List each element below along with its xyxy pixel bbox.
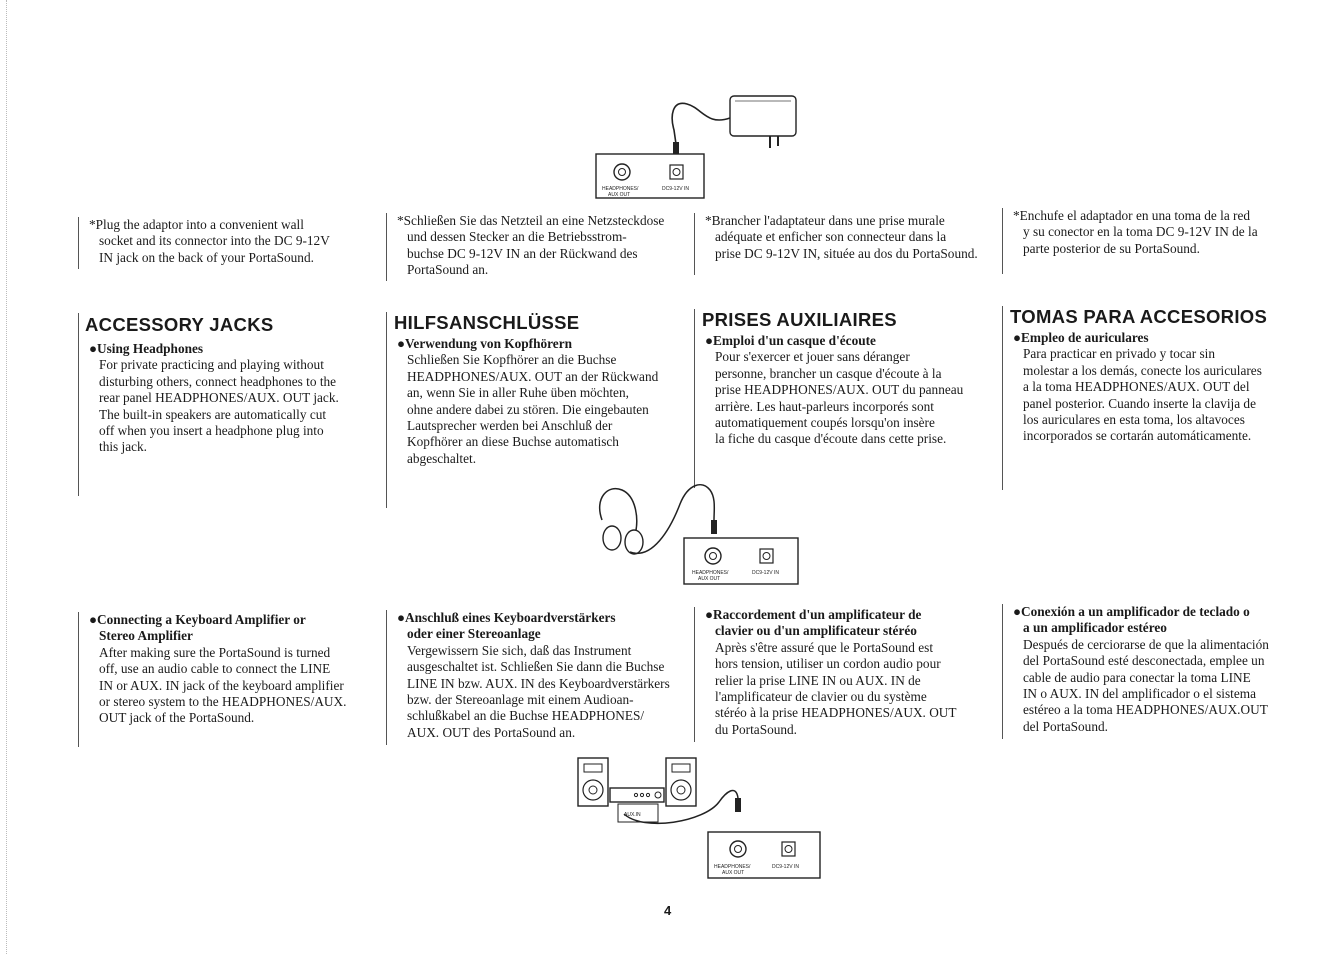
- en-heading: ACCESSORY JACKS: [85, 314, 274, 335]
- de-adaptor-note: *Schließen Sie das Netzteil an eine Netzsteckdose und dessen Stecker an die Betriebsstrom- buchse DC 9-12V IN an der Rückwand des PortaSound an.: [386, 213, 692, 281]
- de-amplifier-section: ●Anschluß eines Keyboardverstärkers oder einer Stereoanlage Vergewissern Sie sich, daß das Instrument ausgeschaltet ist. Schließen Sie dann die Buchse LINE IN bzw. AUX. IN des Keyboardverstärkers bzw. der Stereoanlage mit einem Audioan- schlußkabel an die Buchse HEADPHONES/ AUX. OUT des PortaSound an.: [386, 610, 697, 745]
- amplifier-icon: [610, 788, 664, 802]
- page-edge: [6, 0, 8, 954]
- en-amplifier-section: ●Connecting a Keyboard Amplifier or Stereo Amplifier After making sure the PortaSound is turned off, use an audio cable to connect the LINE IN or AUX. IN jack of the keyboard amplifier or stereo system to the HEADPHONES/AUX. OUT jack of the PortaSound.: [78, 612, 389, 747]
- fr-heading: PRISES AUXILIAIRES: [702, 309, 897, 330]
- de-heading: HILFSANSCHLÜSSE: [394, 312, 580, 333]
- es-amplifier-section: ●Conexión a un amplificador de teclado o a un amplificador estéreo Después de cerciorarse de que la alimentación del PortaSound esté desconectada, emplee un cable de audio para conectar la toma LINE IN o AUX. IN del amplificador o el sistema estéreo a la toma HEADPHONES/AUX.OUT del PortaSound.: [1002, 604, 1318, 739]
- panel-label-dc: DC9-12V IN: [662, 186, 689, 192]
- fr-adaptor-note: *Brancher l'adaptateur dans une prise murale adéquate et enficher son connecteur dans la prise DC 9-12V IN, située au dos du PortaSound.: [694, 213, 1003, 275]
- amp-aux-in-label: AUX.IN: [624, 812, 641, 818]
- panel-label-aux-out: AUX OUT: [608, 192, 631, 198]
- dc-jack-icon: [782, 842, 795, 856]
- panel-label-headphones: HEADPHONES/: [602, 186, 639, 192]
- power-cord: [672, 103, 730, 144]
- headphone-cup-right: [625, 530, 643, 554]
- page-number: 4: [664, 903, 672, 918]
- adaptor-figure: [592, 86, 812, 204]
- headphone-jack-icon: [705, 548, 721, 564]
- de-headphones-section: ●Verwendung von Kopfhörern Schließen Sie Kopfhörer an die Buchse HEADPHONES/AUX. OUT an der Rückwand an, wenn Sie in aller Ruhe üben möchten, ohne andere dabei zu stören. Die eingebauten Lautsprecher werden bei Anschluß der Kopfhörer an diese Buchse automatisch abgeschaltet.: [386, 312, 697, 508]
- amplifier-figure: [574, 752, 824, 882]
- dc-jack-icon: [760, 549, 773, 563]
- es-adaptor-note: *Enchufe el adaptador en una toma de la red y su conector en la toma DC 9-12V IN de la parte posterior de su PortaSound.: [1002, 208, 1313, 274]
- panel-label-headphones: HEADPHONES/: [692, 570, 729, 576]
- panel-label-dc: DC9-12V IN: [772, 864, 799, 870]
- headphones-figure: [590, 480, 805, 588]
- panel-label-aux-out: AUX OUT: [698, 576, 721, 582]
- dc-jack-icon: [670, 165, 683, 179]
- speaker-right-icon: [666, 758, 696, 806]
- fr-headphones-section: ●Emploi d'un casque d'écoute Pour s'exercer et jouer sans déranger personne, brancher un casque d'écoute à la prise HEADPHONES/AUX. OUT du panneau arrière. Les haut-parleurs incorporés sont automatiquement coupés lorsqu'on insère la fiche du casque d'écoute dans cette prise.: [694, 309, 1005, 488]
- headphone-jack-icon: [614, 164, 630, 180]
- speaker-left-icon: [578, 758, 608, 806]
- adaptor-icon: [730, 96, 796, 136]
- panel-label-dc: DC9-12V IN: [752, 570, 779, 576]
- panel-label-headphones: HEADPHONES/: [714, 864, 751, 870]
- headphone-cup-left: [603, 526, 621, 550]
- panel-label-aux-out: AUX OUT: [722, 870, 745, 876]
- en-headphones-section: ●Using Headphones For private practicing and playing without disturbing others, connect headphones to the rear panel HEADPHONES/AUX. OUT jack. The built-in speakers are automatically cut off when you insert a headphone plug into this jack.: [78, 313, 384, 496]
- fr-amplifier-section: ●Raccordement d'un amplificateur de clavier ou d'un amplificateur stéréo Après s'être assuré que le PortaSound est hors tension, utiliser un cordon audio pour relier la prise LINE IN ou AUX. IN de l'amplificateur de clavier ou du système stéréo à la prise HEADPHONES/AUX. OUT du PortaSound.: [694, 607, 1005, 742]
- headphone-jack-icon: [730, 841, 746, 857]
- en-adaptor-note: *Plug the adaptor into a convenient wall socket and its connector into the DC 9-12V IN jack on the back of your PortaSound.: [78, 217, 379, 269]
- es-heading: TOMAS PARA ACCESORIOS: [1010, 306, 1268, 327]
- es-headphones-section: ●Empleo de auriculares Para practicar en privado y tocar sin molestar a los demás, conecte los auriculares a la toma HEADPHONES/AUX. OUT del panel posterior. Cuando inserte la clavija de los auriculares en esta toma, los altavoces incorporados se cortarán automáticamente.: [1002, 306, 1313, 490]
